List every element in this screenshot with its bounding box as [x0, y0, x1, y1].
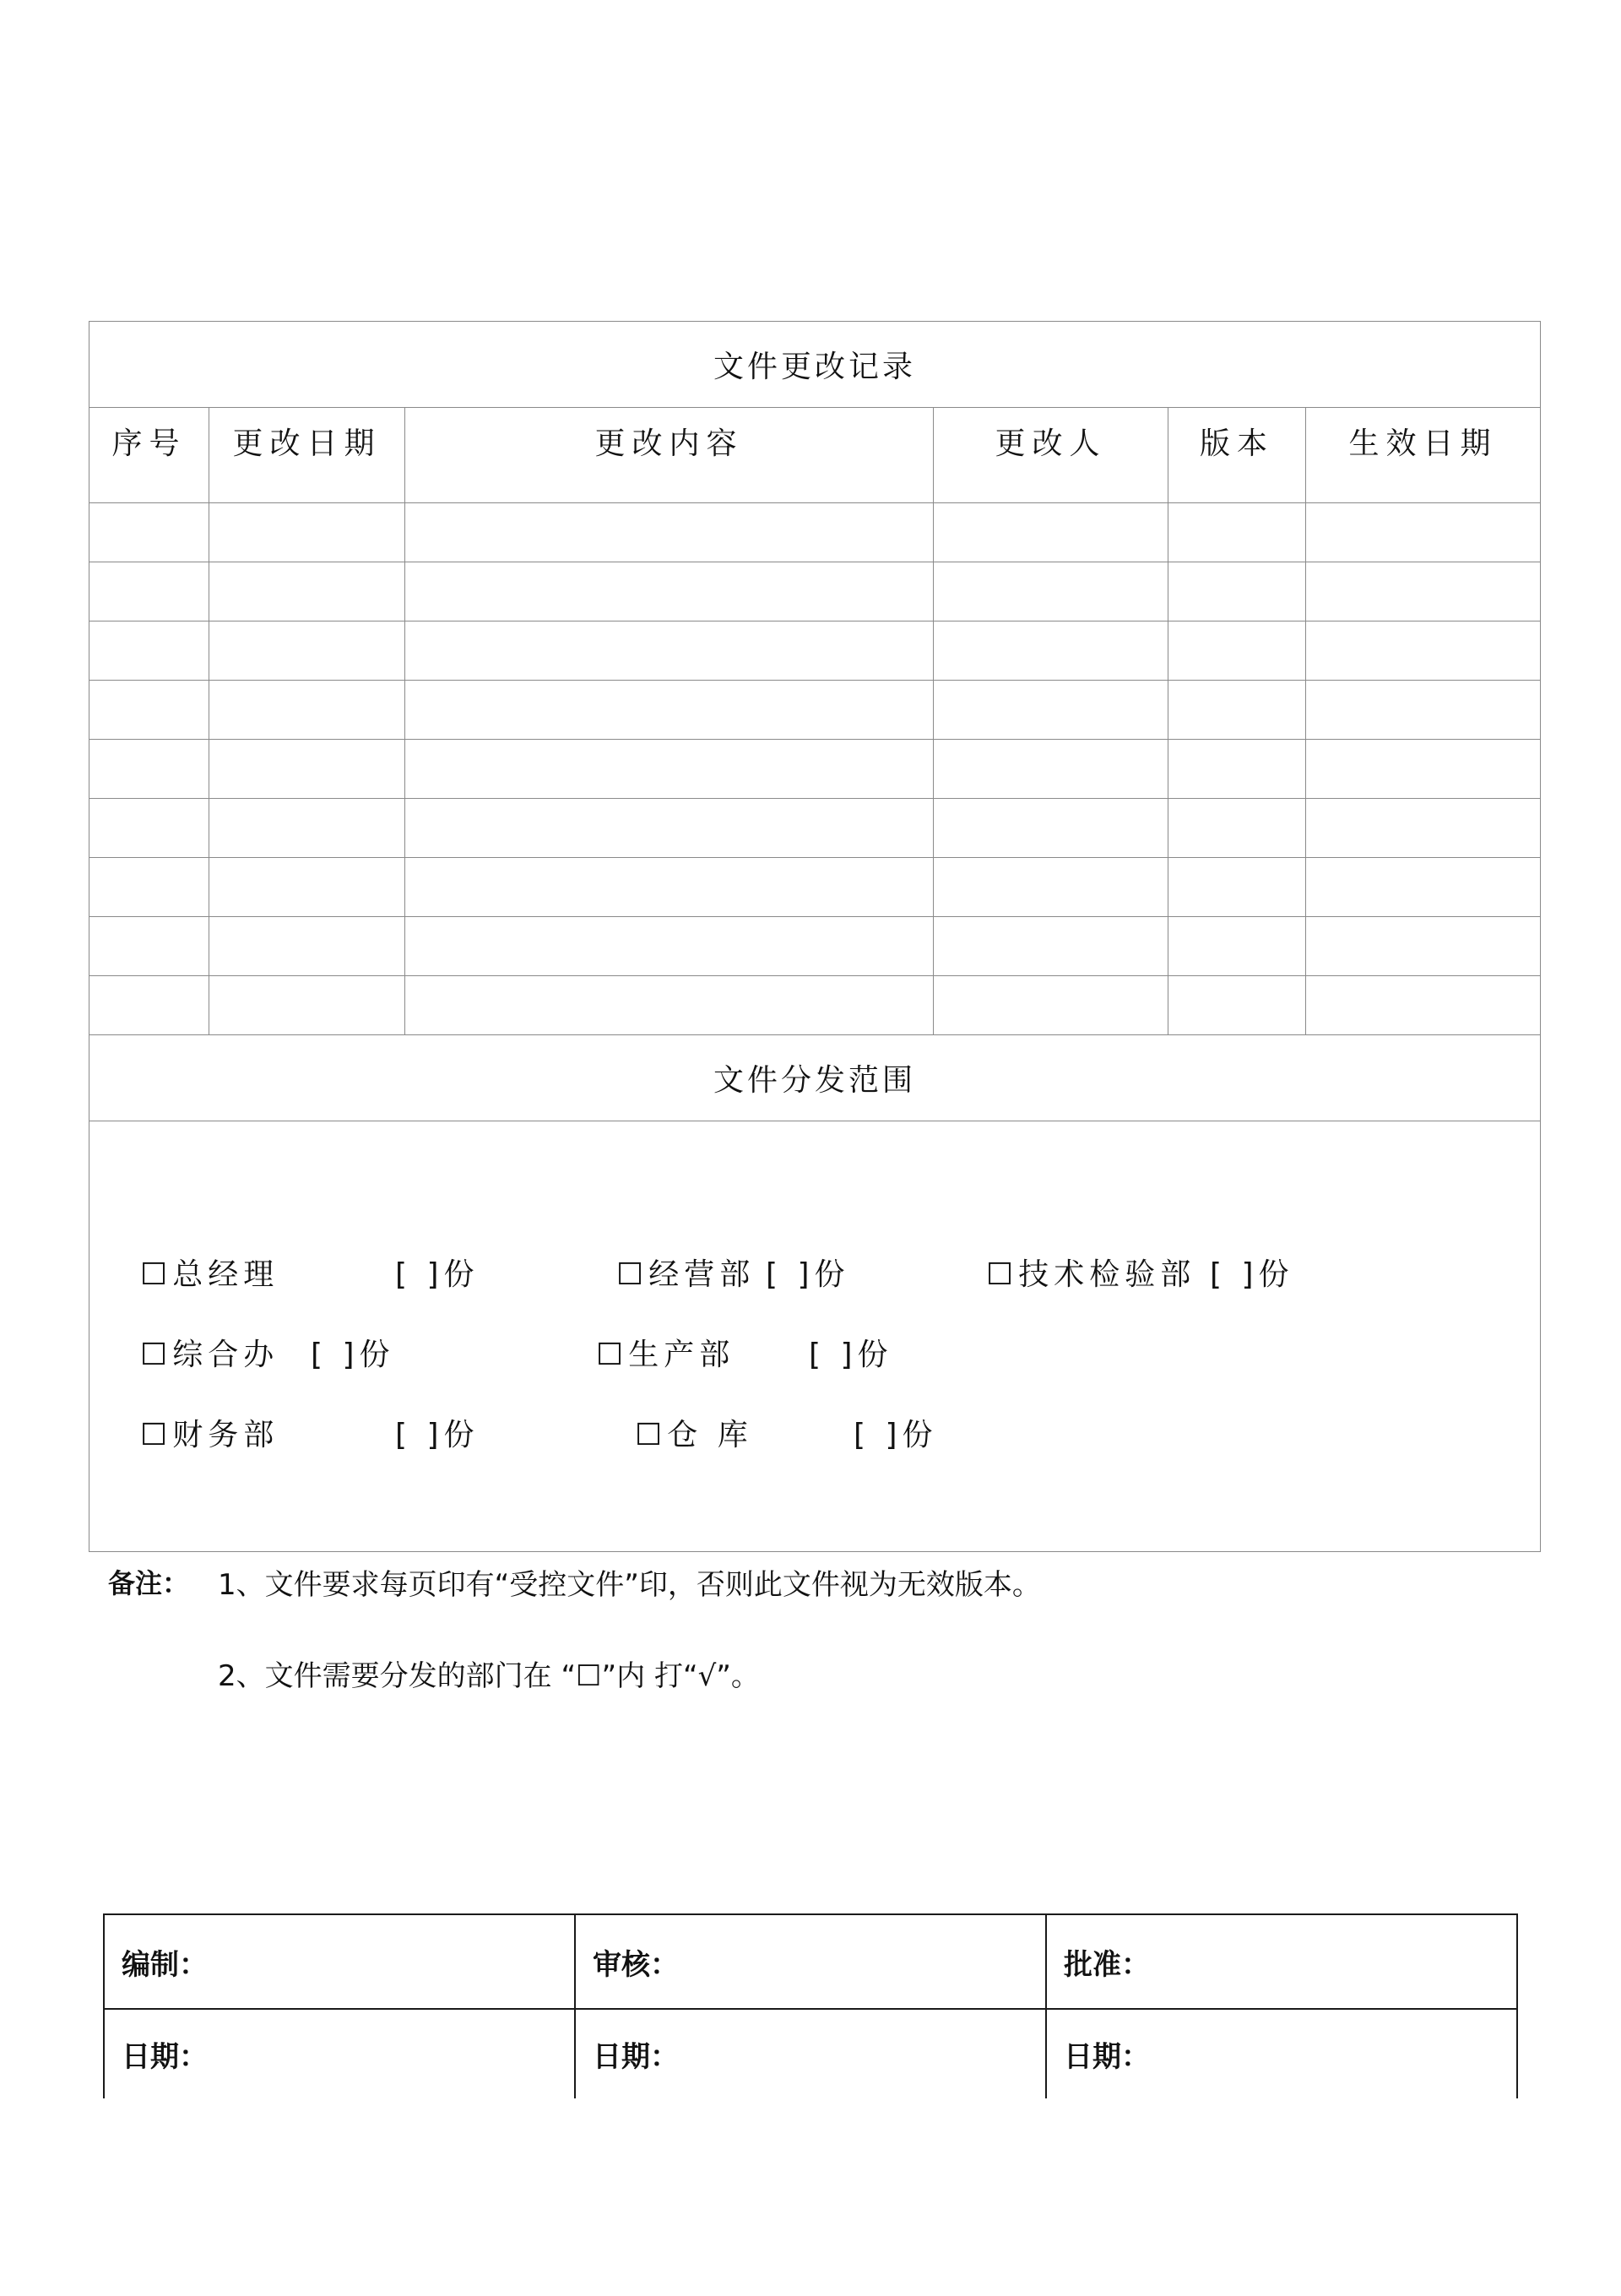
table-cell[interactable] — [209, 799, 405, 858]
dist-item-business-dept[interactable] — [616, 1251, 755, 1294]
prepared-by-field[interactable]: 编制： — [104, 1914, 575, 2009]
table-cell[interactable] — [1306, 562, 1541, 621]
table-cell[interactable] — [89, 858, 209, 917]
header-change-date: 更改日期 — [209, 408, 405, 503]
table-cell[interactable] — [89, 503, 209, 562]
dist-item-production-dept[interactable] — [596, 1331, 735, 1374]
checkbox-icon[interactable]: ☐ — [596, 1338, 629, 1372]
table-cell[interactable] — [1306, 621, 1541, 681]
dist-item-label: 经营部 — [648, 1257, 756, 1292]
table-cell[interactable] — [405, 562, 934, 621]
change-record-rows — [89, 503, 1541, 1035]
remark-line-1: 1、文件要求每页印有“受控文件”印，否则此文件视为无效版本。 — [218, 1568, 1041, 1602]
document-control-table — [89, 321, 1541, 1552]
approved-by-field[interactable]: 批准： — [1046, 1914, 1517, 2009]
prepared-date-field[interactable]: 日期： — [104, 2009, 575, 2098]
table-row — [89, 917, 1541, 976]
dist-item-general-office[interactable] — [140, 1331, 279, 1374]
checkbox-icon[interactable]: ☐ — [140, 1257, 173, 1292]
table-cell[interactable] — [89, 621, 209, 681]
table-row — [89, 740, 1541, 799]
table-row — [89, 976, 1541, 1035]
checkbox-icon[interactable]: ☐ — [140, 1418, 173, 1452]
table-cell[interactable] — [934, 917, 1168, 976]
reviewed-by-field[interactable]: 审核： — [575, 1914, 1046, 2009]
table-cell[interactable] — [209, 858, 405, 917]
table-cell[interactable] — [405, 740, 934, 799]
table-row — [89, 503, 1541, 562]
table-cell[interactable] — [405, 681, 934, 740]
checkbox-icon[interactable]: ☐ — [635, 1418, 668, 1452]
header-effective-date: 生效日期 — [1306, 408, 1541, 503]
table-cell[interactable] — [934, 858, 1168, 917]
table-cell[interactable] — [209, 740, 405, 799]
table-cell[interactable] — [1168, 976, 1306, 1035]
table-cell[interactable] — [405, 858, 934, 917]
table-cell[interactable] — [405, 503, 934, 562]
table-cell[interactable] — [1168, 858, 1306, 917]
reviewed-date-field[interactable]: 日期： — [575, 2009, 1046, 2098]
signoff-table — [103, 1913, 1518, 2098]
table-cell[interactable] — [89, 917, 209, 976]
table-cell[interactable] — [934, 740, 1168, 799]
table-cell[interactable] — [1168, 562, 1306, 621]
distribution-area — [89, 1121, 1541, 1552]
table-cell[interactable] — [1168, 681, 1306, 740]
table-row — [89, 621, 1541, 681]
table-cell[interactable] — [1306, 681, 1541, 740]
table-row — [89, 858, 1541, 917]
dist-item-label: 技术检验部 — [1018, 1257, 1196, 1292]
table-row — [89, 799, 1541, 858]
table-cell[interactable] — [1306, 799, 1541, 858]
dist-count-business-dept: [ ]份 — [766, 1257, 850, 1292]
table-cell[interactable] — [1168, 621, 1306, 681]
table-cell[interactable] — [1168, 799, 1306, 858]
dist-count-general-office: [ ]份 — [311, 1338, 395, 1372]
remark-line-2: 2、文件需要分发的部门在 “☐”内 打“√”。 — [218, 1659, 760, 1693]
table-cell[interactable] — [1306, 917, 1541, 976]
dist-item-label: 综合办 — [172, 1338, 279, 1372]
table-cell[interactable] — [1306, 976, 1541, 1035]
dist-item-label: 总经理 — [172, 1257, 279, 1292]
table-cell[interactable] — [209, 562, 405, 621]
table-cell[interactable] — [934, 621, 1168, 681]
header-change-content: 更改内容 — [405, 408, 934, 503]
distribution-title: 文件分发范围 — [89, 1035, 1541, 1121]
dist-count-general-manager: [ ]份 — [395, 1257, 480, 1292]
table-row — [89, 681, 1541, 740]
remarks-label: 备注： — [108, 1567, 190, 1599]
checkbox-icon[interactable]: ☐ — [616, 1257, 649, 1292]
table-cell[interactable] — [934, 799, 1168, 858]
dist-count-warehouse: [ ]份 — [854, 1418, 938, 1452]
table-cell[interactable] — [209, 976, 405, 1035]
dist-item-label: 生产部 — [628, 1338, 735, 1372]
dist-item-tech-inspection-dept[interactable] — [986, 1251, 1195, 1294]
header-version: 版本 — [1168, 408, 1306, 503]
table-cell[interactable] — [89, 799, 209, 858]
table-cell[interactable] — [1168, 503, 1306, 562]
dist-item-label: 财务部 — [172, 1418, 279, 1452]
table-cell[interactable] — [1306, 740, 1541, 799]
dist-item-general-manager[interactable] — [140, 1251, 279, 1294]
table-cell[interactable] — [209, 621, 405, 681]
dist-item-warehouse[interactable] — [635, 1411, 753, 1454]
table-cell[interactable] — [934, 562, 1168, 621]
table-cell[interactable] — [89, 562, 209, 621]
header-changed-by: 更改人 — [934, 408, 1168, 503]
dist-count-finance-dept: [ ]份 — [395, 1418, 480, 1452]
table-cell[interactable] — [89, 976, 209, 1035]
table-cell[interactable] — [405, 799, 934, 858]
table-cell[interactable] — [89, 740, 209, 799]
table-cell[interactable] — [1306, 503, 1541, 562]
table-cell[interactable] — [934, 976, 1168, 1035]
table-cell[interactable] — [934, 503, 1168, 562]
table-cell[interactable] — [934, 681, 1168, 740]
table-cell[interactable] — [1168, 740, 1306, 799]
table-row — [89, 562, 1541, 621]
table-cell[interactable] — [405, 621, 934, 681]
change-record-title: 文件更改记录 — [89, 322, 1541, 408]
table-cell[interactable] — [209, 681, 405, 740]
approved-date-field[interactable]: 日期： — [1046, 2009, 1517, 2098]
dist-item-finance-dept[interactable] — [140, 1411, 279, 1454]
checkbox-icon[interactable]: ☐ — [140, 1338, 173, 1372]
table-cell[interactable] — [405, 976, 934, 1035]
header-serial-no: 序号 — [89, 408, 209, 503]
checkbox-icon[interactable]: ☐ — [986, 1257, 1019, 1292]
dist-item-label: 仓 库 — [667, 1418, 753, 1452]
table-cell[interactable] — [209, 917, 405, 976]
table-cell[interactable] — [1168, 917, 1306, 976]
table-cell[interactable] — [209, 503, 405, 562]
dist-count-tech-inspection-dept: [ ]份 — [1210, 1257, 1294, 1292]
table-cell[interactable] — [405, 917, 934, 976]
dist-count-production-dept: [ ]份 — [809, 1338, 893, 1372]
table-cell[interactable] — [89, 681, 209, 740]
table-cell[interactable] — [1306, 858, 1541, 917]
